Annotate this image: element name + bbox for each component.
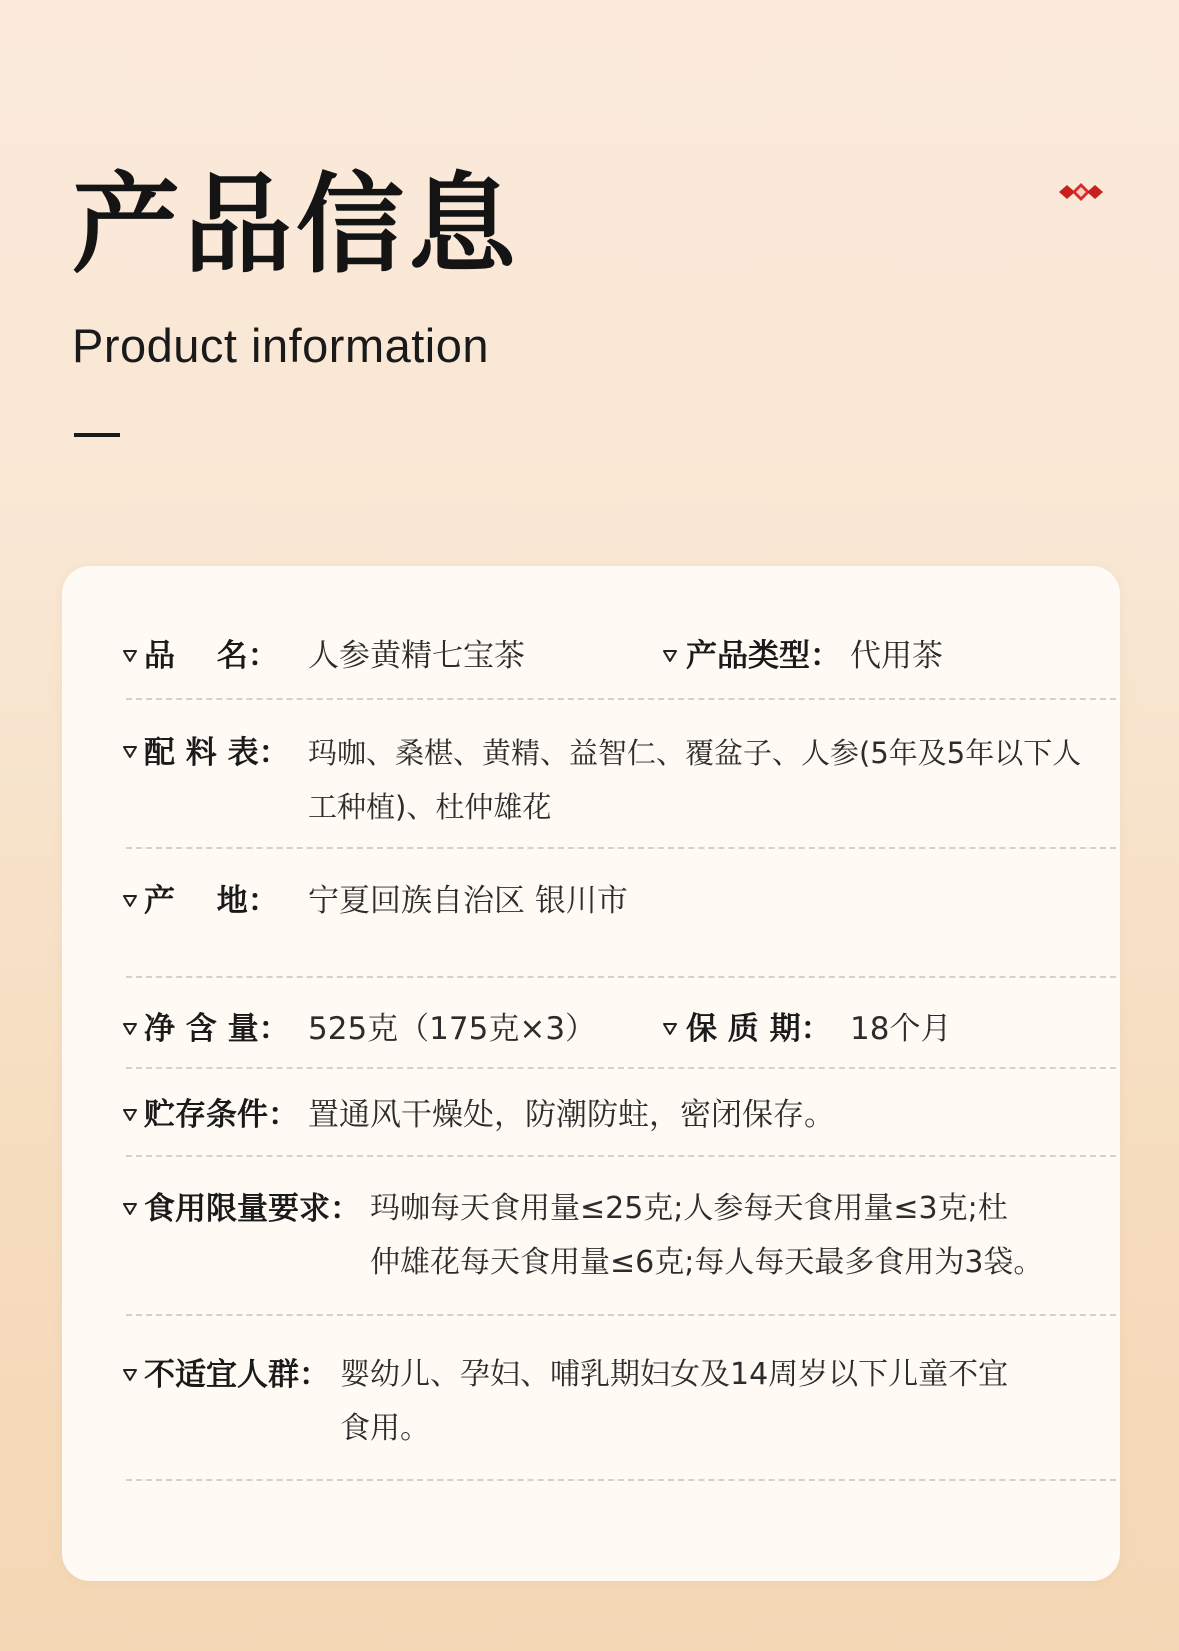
value-ingredients-line1: 玛咖、桑椹、黄精、益智仁、覆盆子、人参(5年及5年以下人 xyxy=(308,736,1082,770)
dashed-divider xyxy=(126,698,1116,700)
value-origin: 宁夏回族自治区 银川市 xyxy=(308,883,628,919)
dashed-divider xyxy=(126,847,1116,849)
title-divider xyxy=(74,433,120,437)
triangle-marker-icon xyxy=(122,1367,138,1383)
value-net-content: 525克（175克×3） xyxy=(308,1011,597,1047)
label-dosage-limit: 食用限量要求： xyxy=(144,1191,361,1227)
product-info-card xyxy=(62,566,1120,1581)
value-unsuitable-line2: 食用。 xyxy=(340,1411,430,1446)
value-shelf-life: 18个月 xyxy=(850,1011,952,1047)
dashed-divider xyxy=(126,1067,1116,1069)
triangle-marker-icon xyxy=(662,1021,678,1037)
triangle-marker-icon xyxy=(122,893,138,909)
dashed-divider xyxy=(126,1314,1116,1316)
page-subtitle: Product information xyxy=(72,319,490,372)
page-title: 产品信息 xyxy=(72,163,521,288)
value-ingredients-line2: 工种植)、杜仲雄花 xyxy=(308,790,552,824)
dashed-divider xyxy=(126,1155,1116,1157)
value-dosage-line1: 玛咖每天食用量≤25克;人参每天食用量≤3克;杜 xyxy=(370,1191,1008,1226)
label-unsuitable-groups: 不适宜人群： xyxy=(144,1357,330,1393)
label-shelf-life: 保 质 期： xyxy=(686,1011,832,1047)
value-storage: 置通风干燥处，防潮防蛀，密闭保存。 xyxy=(308,1097,835,1133)
triangle-marker-icon xyxy=(662,648,678,664)
label-origin: 产 地： xyxy=(144,883,279,919)
triangle-marker-icon xyxy=(122,744,138,760)
value-unsuitable-line1: 婴幼儿、孕妇、哺乳期妇女及14周岁以下儿童不宜 xyxy=(340,1357,1009,1392)
diamond-ornament-icon xyxy=(1056,180,1106,204)
value-dosage-line2: 仲雄花每天食用量≤6克;每人每天最多食用为3袋。 xyxy=(370,1245,1044,1280)
value-product-name: 人参黄精七宝茶 xyxy=(308,638,525,674)
label-net-content: 净 含 量： xyxy=(144,1011,290,1047)
triangle-marker-icon xyxy=(122,1107,138,1123)
triangle-marker-icon xyxy=(122,648,138,664)
value-product-type: 代用茶 xyxy=(850,638,943,674)
label-product-type: 产品类型： xyxy=(686,638,841,674)
label-product-name: 品 名： xyxy=(144,638,279,674)
dashed-divider xyxy=(126,1479,1116,1481)
label-ingredients: 配 料 表： xyxy=(144,735,290,771)
triangle-marker-icon xyxy=(122,1021,138,1037)
label-storage: 贮存条件： xyxy=(144,1097,299,1133)
dashed-divider xyxy=(126,976,1116,978)
triangle-marker-icon xyxy=(122,1201,138,1217)
